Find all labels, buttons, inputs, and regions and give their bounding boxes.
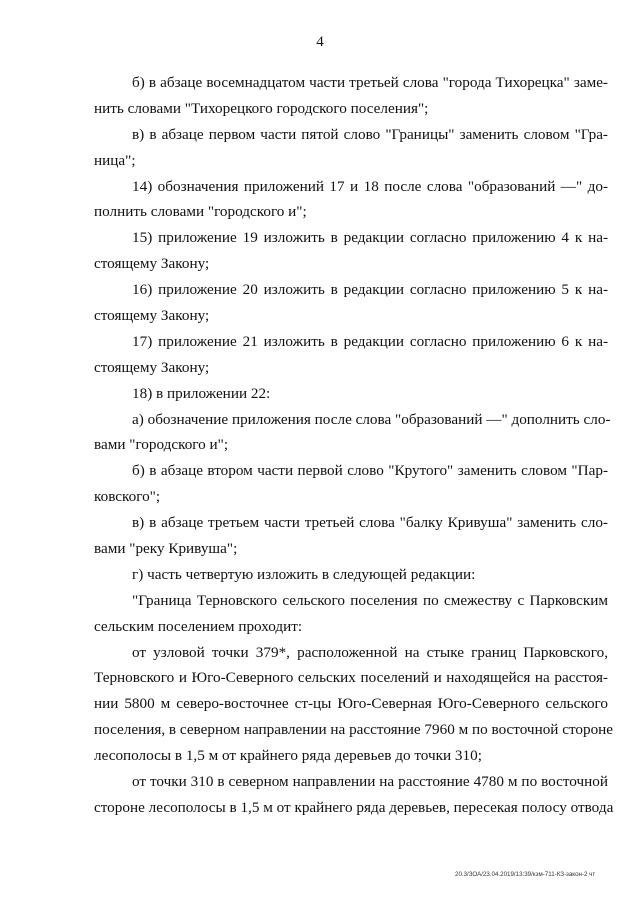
text-line: 18) в приложении 22: bbox=[132, 384, 271, 402]
text-line: б) в абзаце втором части первой слово "Крутого" заменить словом "Пар- bbox=[132, 462, 608, 480]
text-line: полнить словами "городского и"; bbox=[94, 203, 307, 221]
text-line: Терновского и Юго-Северного сельских поселений и находящейся на расстоя- bbox=[94, 669, 608, 687]
text-line: ковского"; bbox=[94, 488, 161, 506]
text-line: 15) приложение 19 изложить в редакции согласно приложению 4 к на- bbox=[132, 229, 608, 247]
text-line: от точки 310 в северном направлении на расстояние 4780 м по восточной bbox=[132, 773, 608, 791]
text-line: в) в абзаце первом части пятой слово "Границы" заменить словом "Гра- bbox=[132, 125, 608, 143]
text-line: ница"; bbox=[94, 151, 136, 169]
text-line: стороне лесополосы в 1,5 м от крайнего ряда деревьев, пересекая полосу отвода bbox=[94, 798, 614, 816]
text-line: стоящему Закону; bbox=[94, 307, 210, 325]
text-line: поселения, в северном направлении на расстояние 7960 м по восточной стороне bbox=[94, 721, 614, 739]
text-line: нии 5800 м северо-восточнее ст-цы Юго-Северная Юго-Северного сельского bbox=[94, 695, 608, 713]
text-line: 16) приложение 20 изложить в редакции согласно приложению 5 к на- bbox=[132, 281, 608, 299]
text-line: г) часть четвертую изложить в следующей редакции: bbox=[132, 565, 476, 583]
text-line: вами "городского и"; bbox=[94, 436, 229, 454]
text-line: стоящему Закону; bbox=[94, 255, 210, 273]
text-line: стоящему Закону; bbox=[94, 358, 210, 376]
document-footer-code: 20.3/ЗОА/23.04.2019/13:39/кзм-711-КЗ-закон-2 чт bbox=[455, 871, 596, 878]
document-body bbox=[94, 70, 614, 821]
text-line: в) в абзаце третьем части третьей слова "балку Кривуша" заменить сло- bbox=[132, 514, 608, 532]
text-line: нить словами "Тихорецкого городского поселения"; bbox=[94, 99, 429, 117]
page-number: 4 bbox=[316, 34, 324, 50]
text-line: от узловой точки 379*, расположенной на стыке границ Парковского, bbox=[132, 643, 608, 661]
text-line: "Граница Терновского сельского поселения по смежеству с Парковским bbox=[132, 591, 608, 609]
text-line: б) в абзаце восемнадцатом части третьей слова "города Тихорецка" заме- bbox=[132, 74, 608, 91]
text-line: 14) обозначения приложений 17 и 18 после слова "образований —" до- bbox=[132, 177, 608, 195]
text-line: вами "реку Кривуша"; bbox=[94, 540, 238, 558]
text-line: а) обозначение приложения после слова "образований —" дополнить сло- bbox=[132, 410, 611, 428]
text-line: лесополосы в 1,5 м от крайнего ряда деревьев до точки 310; bbox=[94, 747, 482, 765]
text-line: сельским поселением проходит: bbox=[94, 617, 303, 635]
text-line: 17) приложение 21 изложить в редакции согласно приложению 6 к на- bbox=[132, 332, 608, 350]
